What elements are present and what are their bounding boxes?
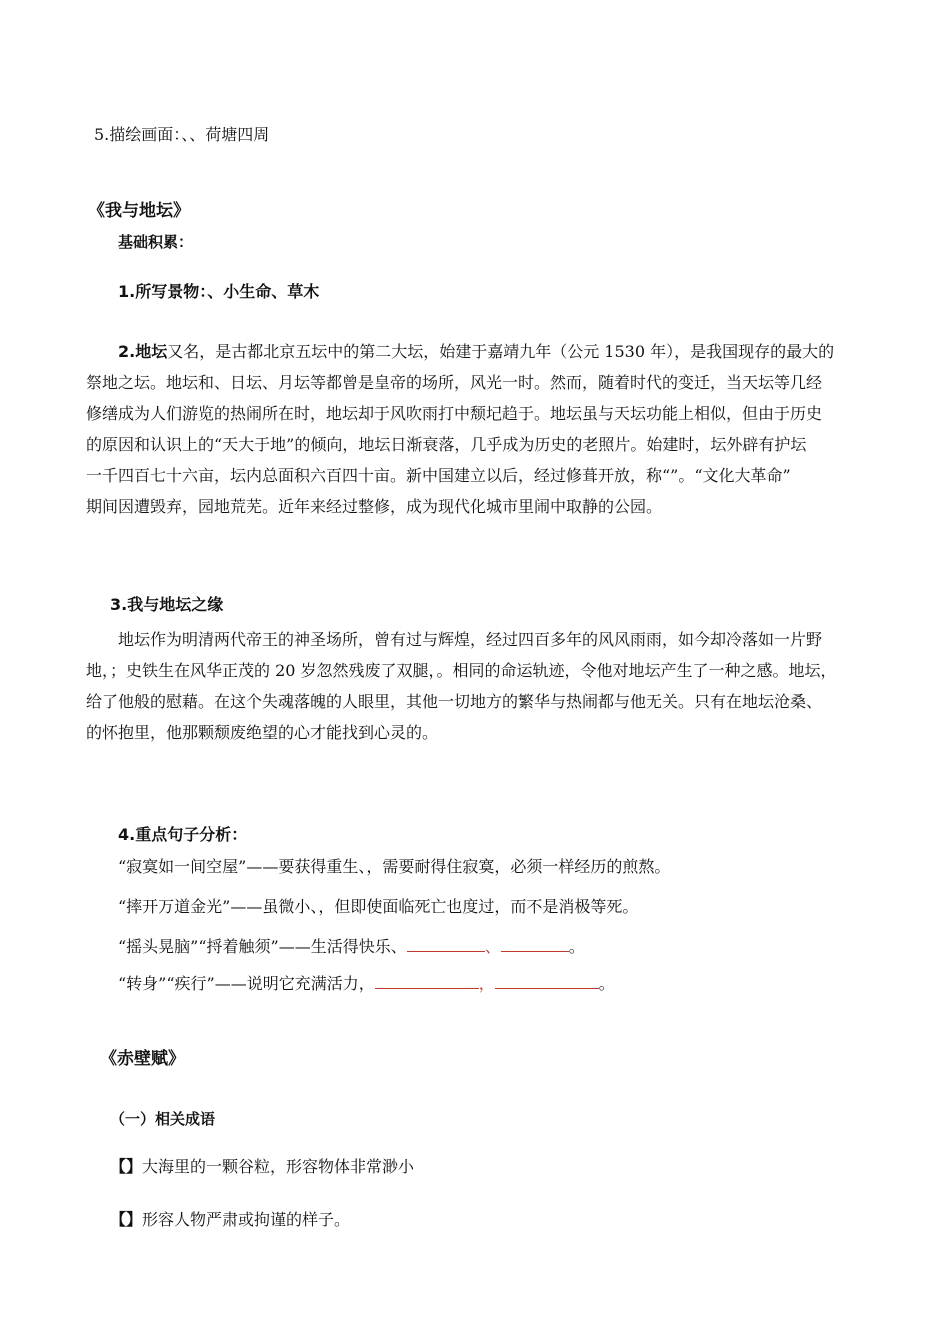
item-3-line-0: 地坛作为明清两代帝王的神圣场所，曾有过与辉煌，经过四百多年的风风雨雨，如今却冷落如一片野: [118, 630, 823, 649]
sentence-1: “寂寞如一间空屋”——要获得重生、，需要耐得住寂寞，必须一样经历的煎熬。: [118, 857, 671, 876]
item-2-line-3: 的原因和认识上的“天大于地”的倾向，地坛日渐衰落，几乎成为历史的老照片。始建时，坛外辟有护坛: [86, 435, 807, 454]
item-2-line-5: 期间因遭毁弃，园地荒芜。近年来经过整修，成为现代化城市里闹中取静的公园。: [86, 497, 663, 516]
sentence-4-blank-2[interactable]: [495, 972, 599, 989]
sentence-3: [118, 935, 585, 958]
sentence-4: [118, 972, 615, 995]
sentence-4-end: 。: [598, 974, 615, 993]
idiom-1-text: 大海里的一颗谷粒，形容物体非常渺小: [142, 1157, 415, 1176]
item-2-line-0: 又名，是古都北京五坛中的第二大坛，始建于嘉靖九年（公元 1530 年），是我国现存的最大的: [167, 342, 835, 361]
section-title-ditan: 《我与地坛》: [88, 201, 190, 221]
subheading-basic: 基础积累：: [118, 233, 194, 251]
subheading-idioms: （一）相关成语: [110, 1110, 216, 1128]
idiom-item-1: [110, 1156, 414, 1178]
sentence-3-blank-2[interactable]: [501, 935, 569, 952]
idiom-item-2: [110, 1209, 350, 1231]
item-3-paragraph: [86, 624, 866, 748]
item-3-line-1: 地，；史铁生在风华正茂的 20 岁忽然残废了双腿，。相同的命运轨迹，令他对地坛产生了一种之感。地坛，: [86, 661, 837, 680]
sentence-3-separator: 、: [484, 937, 501, 956]
item-2-line-2: 修缮成为人们游览的热闹所在时，地坛却于风吹雨打中颓圮趋于。地坛虽与天坛功能上相似，但由于历史: [86, 404, 823, 423]
item-2-line-1: 祭地之坛。地坛和、日坛、月坛等都曾是皇帝的场所，风光一时。然而，随着时代的变迁，当天坛等几经: [86, 373, 823, 392]
item-3-line-3: 的怀抱里，他那颗颓废绝望的心才能找到心灵的。: [86, 723, 439, 742]
item-3-title: 3.我与地坛之缘: [110, 595, 224, 614]
item-3-line-2: 给了他般的慰藉。在这个失魂落魄的人眼里，其他一切地方的繁华与热闹都与他无关。只有在地坛沧桑、: [86, 692, 823, 711]
item-2-line-4: 一千四百七十六亩，坛内总面积六百四十亩。新中国建立以后，经过修葺开放，称“”。“文化大革命”: [86, 466, 791, 485]
item-1-text: 1.所写景物：、小生命、草木: [118, 282, 320, 301]
idiom-2-text: 形容人物严肃或拘谨的样子。: [142, 1210, 351, 1229]
idiom-1-bracket: 【】: [110, 1157, 143, 1176]
item-2-paragraph: [86, 336, 866, 522]
idiom-2-bracket: 【】: [110, 1210, 143, 1229]
sentence-4-text: “转身”“疾行”——说明它充满活力，: [118, 974, 375, 993]
sentence-3-end: 。: [568, 937, 585, 956]
sentence-2: “摔开万道金光”——虽微小、，但即使面临死亡也度过，而不是消极等死。: [118, 897, 639, 916]
sentence-3-text: “摇头晃脑”“捋着触须”——生活得快乐、: [118, 937, 407, 956]
sentence-3-blank-1[interactable]: [407, 935, 485, 952]
section-title-chibi: 《赤壁赋》: [100, 1049, 185, 1069]
item-2-lead: 2.地坛: [118, 342, 168, 361]
item-1: [118, 281, 319, 303]
item-4-title: 4.重点句子分析：: [118, 825, 248, 844]
item-5: 5.描绘画面：、、荷塘四周: [94, 125, 270, 144]
sentence-4-separator: ，: [478, 974, 495, 993]
sentence-4-blank-1[interactable]: [375, 972, 479, 989]
